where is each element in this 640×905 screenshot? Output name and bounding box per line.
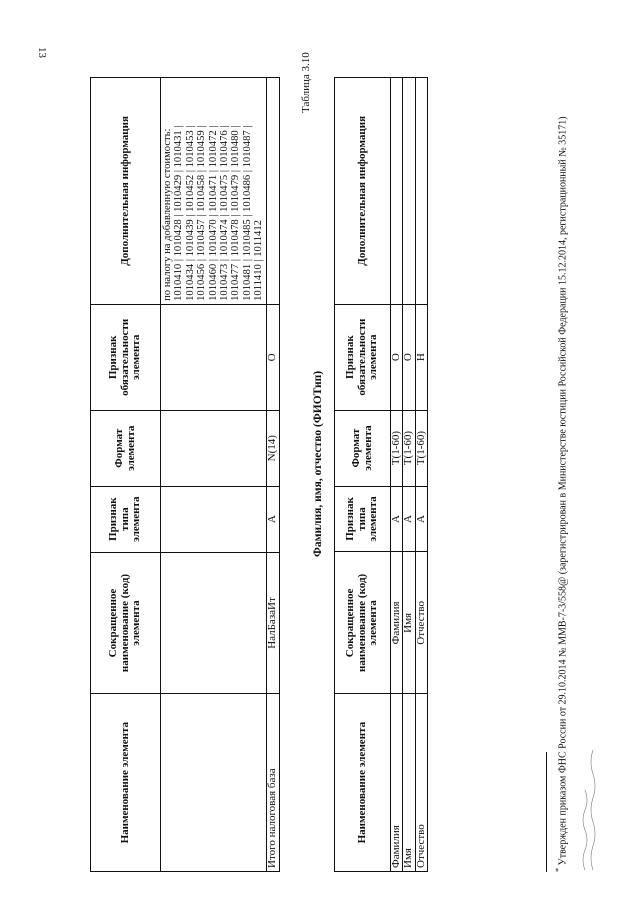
cell-format: T(1-60) [391,410,403,486]
cell-mandatory: О [266,304,279,410]
cell-code: Фамилия [391,552,403,694]
code-line: 1010473 | 1010474 | 1010475 | 1010476 | [219,125,231,301]
footnote-marker: * [554,867,563,872]
cell-code: Имя [403,552,415,694]
footnote [552,72,569,872]
elements-table-continued [90,77,280,872]
header-element-format: Формат элемента [335,410,391,486]
header-element-mandatory: Признак обязательности элемента [91,304,161,410]
header-element-format: Формат элемента [91,410,161,486]
cell-mandatory: О [391,304,403,410]
cell-name: Отчество [415,694,427,872]
page-number: 13 [36,47,48,58]
header-element-name: Наименование элемента [335,694,391,872]
table-row [161,78,267,872]
cell-mandatory: О [403,304,415,410]
code-line: 1011410 | 1011412 [253,220,265,301]
cell-name: Фамилия [391,694,403,872]
code-line: 1010460 | 1010470 | 1010471 | 1010472 | [207,125,219,301]
header-element-type: Признак типа элемента [91,486,161,552]
cell-type: А [403,486,415,552]
footnote-text: Утвержден приказом ФНС России от 29.10.2014 № ММВ-7-3/558@ (зарегистрирован в Министерстве юстиции Российской Федерации 15.12.2014, регистрационный № 35171) [557,116,569,866]
cell-name: Итого налоговая база [266,694,279,872]
cell-format: T(1-60) [415,410,427,486]
table-header-row [335,78,391,872]
table-title: Фамилия, имя, отчество (ФИОТип) [312,370,324,557]
table-row [266,78,279,872]
code-line: 1010434 | 1010439 | 1010452 | 1010453 | [184,125,196,301]
header-element-code: Сокращенное наименование (код) элемента [91,552,161,694]
vat-intro-text: по налогу на добавленную стоимость: [162,128,173,301]
stamp-scribble-icon [580,722,598,872]
cell-code: НалБазаИт [266,552,279,694]
table-label: Таблица 3.10 [300,52,312,113]
cell-type: А [391,486,403,552]
code-line: 1010481 | 1010485 | 1010486 | 1010487 | [241,125,253,301]
code-line: 1010456 | 1010457 | 1010458 | 1010459 | [196,125,208,301]
table-header-row [91,78,161,872]
header-element-mandatory: Признак обязательности элемента [335,304,391,410]
header-additional-info: Дополнительная информация [91,78,161,305]
cell-info [266,78,279,305]
table-row [391,78,403,872]
code-line: 1010410 | 1010428 | 1010429 | 1010431 | [173,125,185,301]
vat-codes-cell [161,78,267,305]
cell-info [415,78,427,305]
cell-info [391,78,403,305]
fio-type-table [334,77,428,872]
code-line: 1010477 | 1010478 | 1010479 | 1010480 | [230,125,242,301]
header-element-name: Наименование элемента [91,694,161,872]
cell-format: N(14) [266,410,279,486]
cell-mandatory: Н [415,304,427,410]
header-additional-info: Дополнительная информация [335,78,391,305]
header-element-type: Признак типа элемента [335,486,391,552]
cell-format: T(1-60) [403,410,415,486]
cell-code: Отчество [415,552,427,694]
cell-type: А [266,486,279,552]
cell-name: Имя [403,694,415,872]
registration-stamp [580,722,600,872]
header-element-code: Сокращенное наименование (код) элемента [335,552,391,694]
table-row [403,78,415,872]
table-row [415,78,427,872]
footnote-separator [546,752,547,872]
cell-type: А [415,486,427,552]
cell-info [403,78,415,305]
